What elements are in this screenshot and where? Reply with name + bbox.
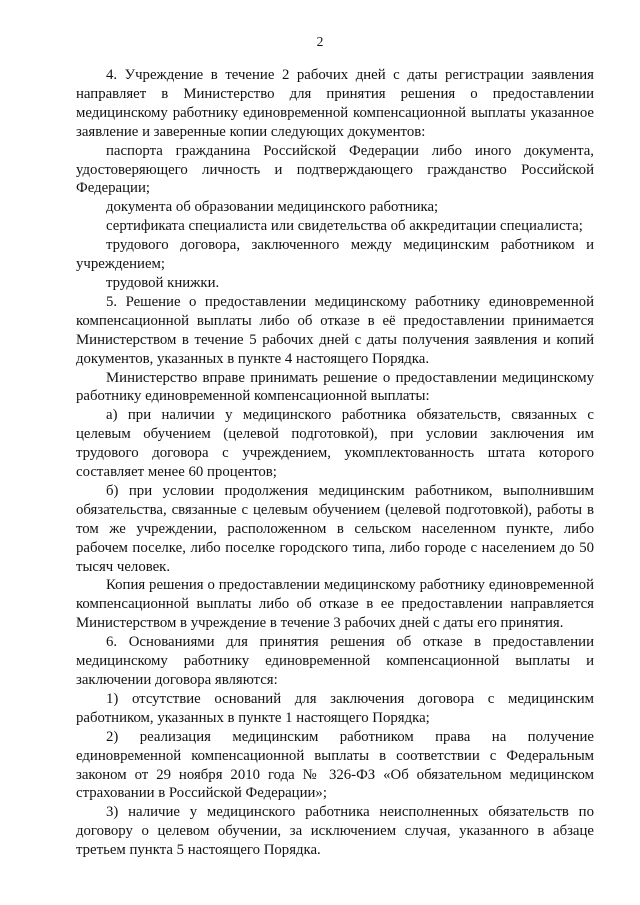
paragraph-item-4: 4. Учреждение в течение 2 рабочих дней с даты регистрации заявления направляет в Министерство для принятия решения о предоставлении медицинскому работнику единовременной компенсационной выплаты указанное заявление и заверенные копии следующих документов:: [76, 67, 594, 140]
paragraph-ground-3: 3) наличие у медицинского работника неисполненных обязательств по договору о целевом обучении, за исключением случая, указанного в абзаце третьем пункта 5 настоящего Порядка.: [76, 804, 594, 859]
paragraph-item-6: 6. Основаниями для принятия решения об отказе в предоставлении медицинскому работнику единовременной компенсационной выплаты и заключении договора являются:: [76, 634, 594, 688]
paragraph-passport: паспорта гражданина Российской Федерации либо иного документа, удостоверяющего личность и подтверждающего гражданство Российской Федерации;: [76, 142, 594, 197]
paragraph-subitem-b: б) при условии продолжения медицинским работником, выполнившим обязательства, связанные с целевым обучением (целевой подготовкой), работы в том же учреждении, расположенном в сельском населенном пункте, либо рабочем поселке, либо поселке городского типа, либо городе с населением до 50 тысяч человек.: [76, 482, 594, 575]
document-body: [76, 66, 594, 860]
paragraph-certificate: сертификата специалиста или свидетельства об аккредитации специалиста;: [106, 218, 583, 235]
paragraph-decision-copy: Копия решения о предоставлении медицинскому работнику единовременной компенсационной выплаты либо об отказе в ее предоставлении направляется Министерством в учреждение в течение 3 рабочих дней с даты его принятия.: [76, 577, 594, 632]
paragraph-education-document: документа об образовании медицинского работника;: [106, 199, 439, 216]
paragraph-ground-1: 1) отсутствие оснований для заключения договора с медицинским работником, указанных в пункте 1 настоящего Порядка;: [76, 690, 594, 726]
page-number: 2: [316, 34, 324, 49]
paragraph-work-book: трудовой книжки.: [106, 274, 220, 291]
paragraph-ground-2: 2) реализация медицинским работником права на получение единовременной компенсационной выплаты в соответствии с Федеральным законом от 29 ноября 2010 года № 326-ФЗ «Об обязательном медицинском страховании в Российской Федерации»;: [76, 728, 594, 802]
paragraph-ministry-right: Министерство вправе принимать решение о предоставлении медицинскому работнику единовременной компенсационной выплаты:: [76, 369, 594, 405]
paragraph-item-5: 5. Решение о предоставлении медицинскому работнику единовременной компенсационной выплаты либо об отказе в её предоставлении принимается Министерством в течение 5 рабочих дней с даты получения заявления и копий документов, указанных в пункте 4 настоящего Порядка.: [76, 293, 594, 367]
paragraph-subitem-a: а) при наличии у медицинского работника обязательств, связанных с целевым обучением (целевой подготовкой), при условии заключения им трудового договора с учреждением, укомплектованность штата которого составляет менее 60 процентов;: [76, 407, 594, 481]
paragraph-employment-contract: трудового договора, заключенного между медицинским работником и учреждением;: [76, 237, 594, 273]
